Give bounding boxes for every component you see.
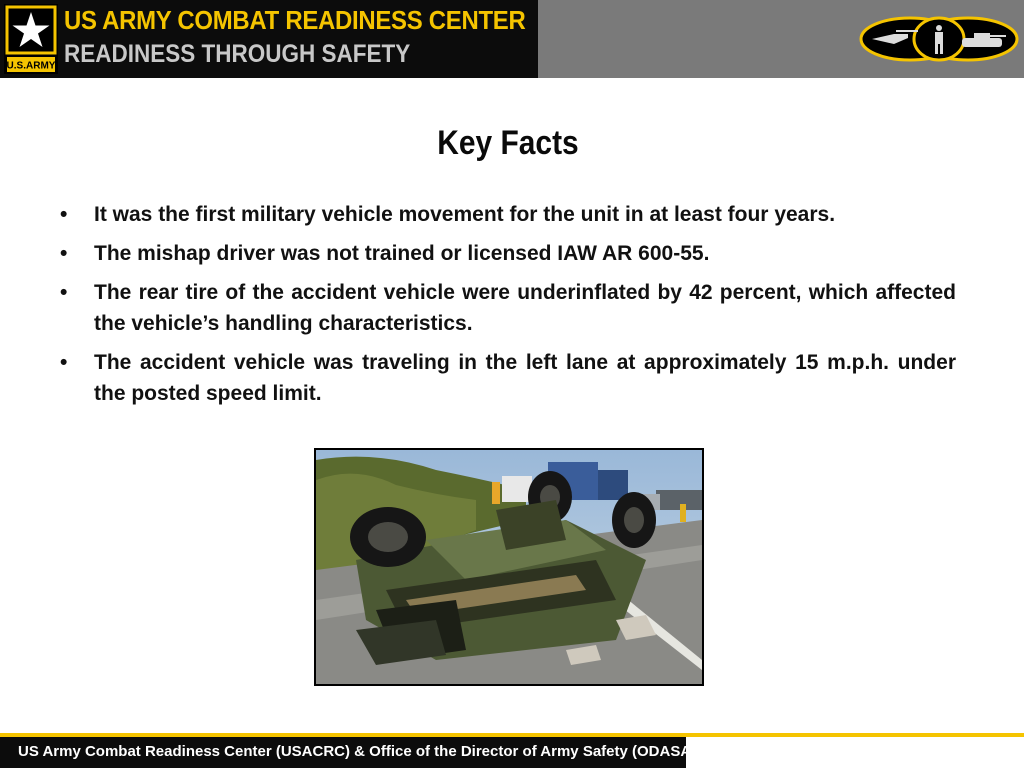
- us-army-star-logo: [4, 4, 58, 74]
- bullet-text: The accident vehicle was traveling in the left lane at approximately 15 m.p.h. under the posted speed limit.: [94, 351, 956, 405]
- list-item: [60, 277, 956, 339]
- footer-bar: [0, 737, 706, 768]
- list-item: [60, 238, 956, 269]
- bullet-icon: •: [60, 281, 68, 304]
- list-item: [60, 199, 956, 230]
- header-title-block: [0, 0, 538, 78]
- list-item: [60, 347, 956, 409]
- bullet-text: The rear tire of the accident vehicle were underinflated by 42 percent, which affected the vehicle’s handling characteristics.: [94, 281, 956, 335]
- bullet-icon: •: [60, 203, 68, 226]
- bullet-icon: •: [60, 242, 68, 265]
- readiness-emblem-icon: [858, 14, 1020, 64]
- accident-photo: [314, 448, 704, 686]
- bullet-text: It was the first military vehicle movement for the unit in at least four years.: [94, 203, 836, 226]
- svg-text:U.S.ARMY: U.S.ARMY: [6, 60, 56, 72]
- slide-title: Key Facts: [437, 124, 579, 162]
- overturned-vehicle-image: [316, 450, 702, 684]
- org-slogan: READINESS THROUGH SAFETY: [64, 40, 411, 68]
- org-title: US ARMY COMBAT READINESS CENTER: [64, 5, 526, 35]
- bullet-text: The mishap driver was not trained or licensed IAW AR 600-55.: [94, 242, 710, 265]
- bullet-icon: •: [60, 351, 68, 374]
- key-facts-list: [60, 199, 956, 417]
- footer-text: US Army Combat Readiness Center (USACRC) & Office of the Director of Army Safety (ODASAF): [18, 743, 706, 760]
- header-bar: [0, 0, 1024, 78]
